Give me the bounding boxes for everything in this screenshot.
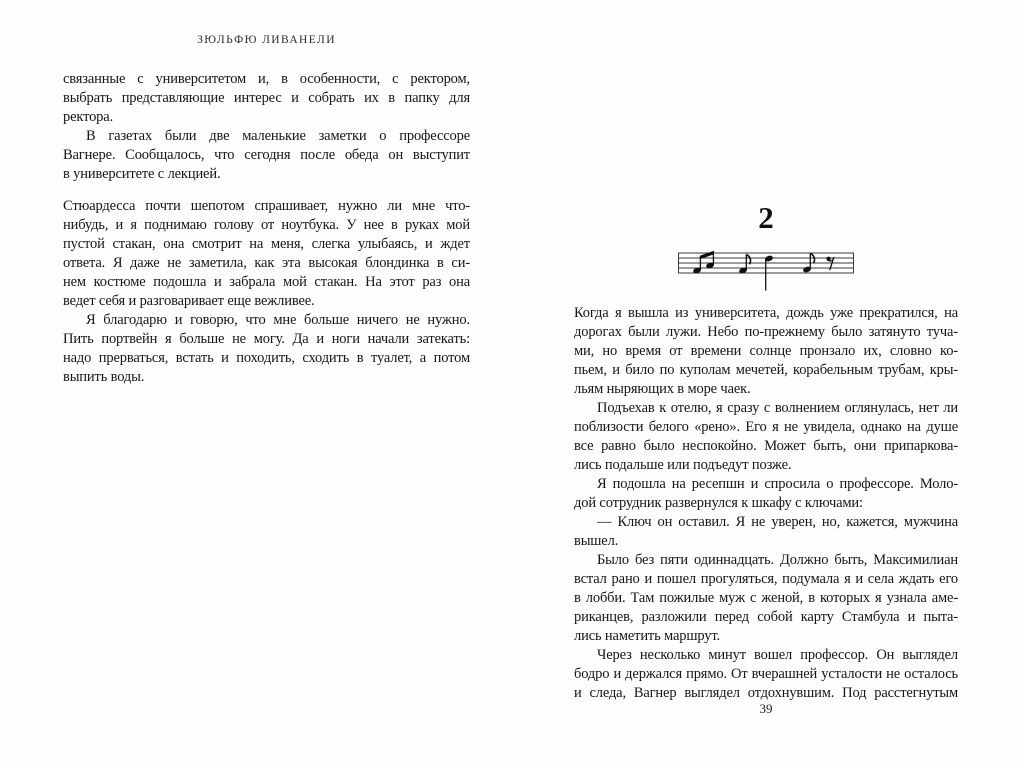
text-line: пустой стакан, она смотрит на меня, слегка улыбаясь, и ждет [63, 236, 470, 252]
paragraph [574, 304, 958, 399]
text-line: выпить воды. [63, 369, 145, 385]
text-line: нем костюме подошла и забрала мой стакан. На этот раз она [63, 274, 470, 290]
text-line: бодро и держался прямо. От вчерашней усталости не осталось [574, 666, 958, 682]
text-line: риканцев, разложили перед собой карту Стамбула и пыта- [574, 609, 958, 625]
paragraph [574, 399, 958, 475]
text-line: нибудь, и я поднимаю голову от ноутбука. У нее в руках мой [63, 217, 470, 233]
text-line: Пить портвейн я больше не могу. Да и ноги начали затекать: [63, 331, 470, 347]
text-line: ми, но время от времени солнце пронзало их, словно ко- [574, 343, 958, 359]
paragraph [574, 475, 958, 513]
text-line: связанные с университетом и, в особенности, с ректором, [63, 71, 470, 87]
text-line: Через несколько минут вошел профессор. Он выглядел [597, 647, 958, 663]
text-line: лись наметить маршрут. [574, 628, 720, 644]
text-line: ректора. [63, 109, 114, 125]
text-line: в лобби. Там пожилые муж с женой, в которых я узнала аме- [574, 590, 958, 606]
text-line: — Ключ он оставил. Я не уверен, но, кажется, мужчина [597, 514, 958, 530]
text-line: дой сотрудник развернулся к шкафу с ключами: [574, 495, 863, 511]
paragraph [574, 551, 958, 646]
text-line: и следа, Вагнер выглядел отдохнувшим. Под расстегнутым [574, 685, 958, 701]
text-line: в университете с лекцией. [63, 166, 221, 182]
text-line: поблизости белого «рено». Его я не увидела, однако на душе [574, 419, 958, 435]
text-line: Подъехав к отелю, я сразу с волнением оглянулась, нет ли [597, 400, 958, 416]
text-line: В газетах были две маленькие заметки о профессоре [86, 128, 470, 144]
page-number: 39 [759, 701, 773, 716]
paragraph [574, 646, 958, 703]
text-line: льям ныряющих в море чаек. [574, 381, 751, 397]
paragraph [63, 311, 470, 387]
text-line: выбрать представляющие интерес и собрать их в папку для [63, 90, 470, 106]
text-line: встал рано и пошел прогуляться, подумала я и села ждать его [574, 571, 958, 587]
text-line: дорогах были лужи. Небо по-прежнему было затянуто туча- [574, 324, 958, 340]
text-line: Когда я вышла из университета, дождь уже прекратился, на [574, 305, 958, 321]
paragraph [63, 197, 470, 311]
running-head-author: ЗЮЛЬФЮ ЛИВАНЕЛИ [197, 34, 336, 46]
text-line: все равно было неспокойно. Может быть, они припаркова- [574, 438, 958, 454]
text-line: вышел. [574, 533, 619, 549]
chapter-number: 2 [758, 200, 774, 235]
left-page-text-column [63, 70, 470, 387]
text-line: Я благодарю и говорю, что мне больше ничего не нужно. [86, 312, 470, 328]
text-line: ответа. Я даже не заметила, как эта высокая блондинка в си- [63, 255, 470, 271]
text-line: надо прерваться, встать и походить, сходить в туалет, а потом [63, 350, 470, 366]
paragraph [63, 70, 470, 127]
paragraph [574, 513, 958, 551]
text-line: лись подальше или подъедут позже. [574, 457, 792, 473]
text-line: Вагнере. Сообщалось, что сегодня после обеда он выступит [63, 147, 470, 163]
text-line: Было без пяти одиннадцать. Должно быть, Максимилиан [597, 552, 958, 568]
text-line: пьем, и било по куполам мечетей, корабельным трубам, кры- [574, 362, 958, 378]
paragraph [63, 127, 470, 184]
text-line: Стюардесса почти шепотом спрашивает, нужно ли мне что- [63, 198, 470, 214]
text-line: Я подошла на ресепшн и спросила о профессоре. Моло- [597, 476, 958, 492]
right-page-text-column [574, 304, 958, 703]
text-line: ведет себя и разговаривает еще вежливее. [63, 293, 315, 309]
musical-staff-notes-icon [676, 244, 856, 296]
